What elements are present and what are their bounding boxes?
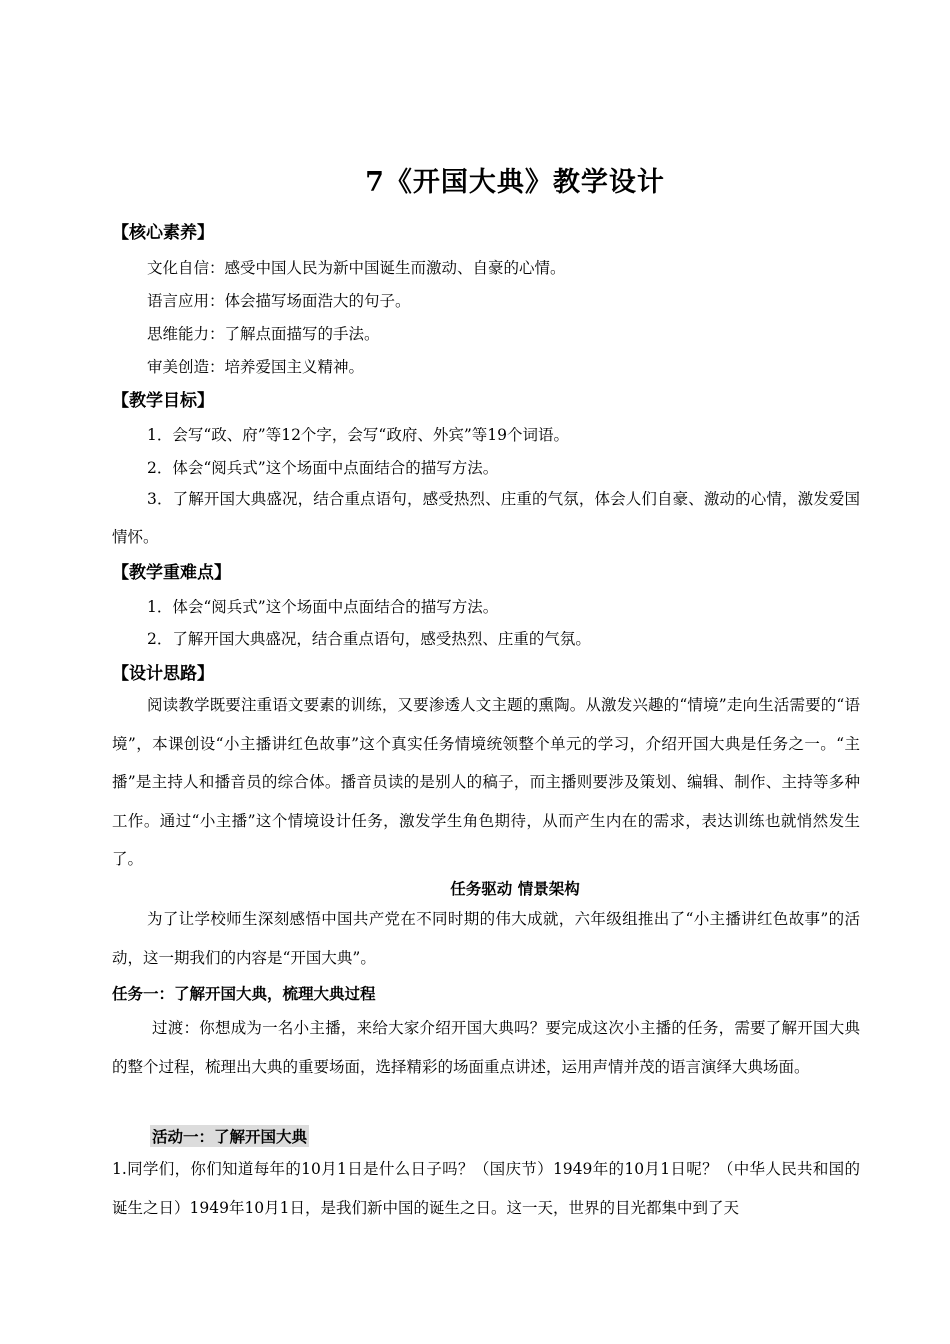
activity1-paragraph: 1.同学们，你们知道每年的10月1日是什么日子吗？（国庆节）1949年的10月1日呢？（中华人民共和国的诞生之日）1949年10月1日，是我们新中国的诞生之日。这一天，世界的目光都集中到了天	[112, 1160, 860, 1217]
activity1-heading: 活动一：了解开国大典	[152, 1127, 308, 1146]
section-heading-goals: 【教学目标】	[112, 391, 214, 411]
core-line-1: 文化自信：感受中国人民为新中国诞生而激动、自豪的心情。	[147, 259, 566, 277]
section-heading-core: 【核心素养】	[112, 223, 214, 243]
key-line-2: 2．了解开国大典盛况，结合重点语句，感受热烈、庄重的气氛。	[147, 630, 591, 648]
goal-paragraph-3: 3．了解开国大典盛况，结合重点语句，感受热烈、庄重的气氛，体会人们自豪、激动的心情，激发爱国情怀。	[112, 490, 860, 546]
core-line-2: 语言应用：体会描写场面浩大的句子。	[147, 292, 411, 310]
section-heading-key: 【教学重难点】	[112, 563, 231, 583]
key-line-1: 1．体会“阅兵式”这个场面中点面结合的描写方法。	[147, 598, 499, 616]
task1-paragraph: 过渡：你想成为一名小主播，来给大家介绍开国大典吗？要完成这次小主播的任务，需要了解开国大典的整个过程，梳理出大典的重要场面，选择精彩的场面重点讲述，运用声情并茂的语言演绎大典场面。	[112, 1019, 860, 1076]
framework-paragraph: 为了让学校师生深刻感悟中国共产党在不同时期的伟大成就，六年级组推出了“小主播讲红色故事”的活动，这一期我们的内容是“开国大典”。	[112, 910, 860, 967]
goal-line-1: 1．会写“政、府”等12个字，会写“政府、外宾”等19个词语。	[147, 426, 570, 444]
task1-heading: 任务一：了解开国大典，梳理大典过程	[112, 984, 376, 1003]
page-title: 7《开国大典》教学设计	[365, 167, 665, 198]
section-heading-design: 【设计思路】	[112, 664, 214, 684]
design-paragraph: 阅读教学既要注重语文要素的训练，又要渗透人文主题的熏陶。从激发兴趣的“情境”走向生活需要的“语境”，本课创设“小主播讲红色故事”这个真实任务情境统领整个单元的学习，介绍开国大典是任务之一。“主播”是主持人和播音员的综合体。播音员读的是别人的稿子，而主播则要涉及策划、编辑、制作、主持等多种工作。通过“小主播”这个情境设计任务，激发学生角色期待，从而产生内在的需求，表达训练也就悄然发生了。	[112, 696, 860, 868]
framework-heading: 任务驱动 情景架构	[450, 879, 580, 898]
core-line-4: 审美创造：培养爱国主义精神。	[147, 358, 365, 376]
core-line-3: 思维能力：了解点面描写的手法。	[147, 325, 380, 343]
goal-line-2: 2．体会“阅兵式”这个场面中点面结合的描写方法。	[147, 459, 499, 477]
